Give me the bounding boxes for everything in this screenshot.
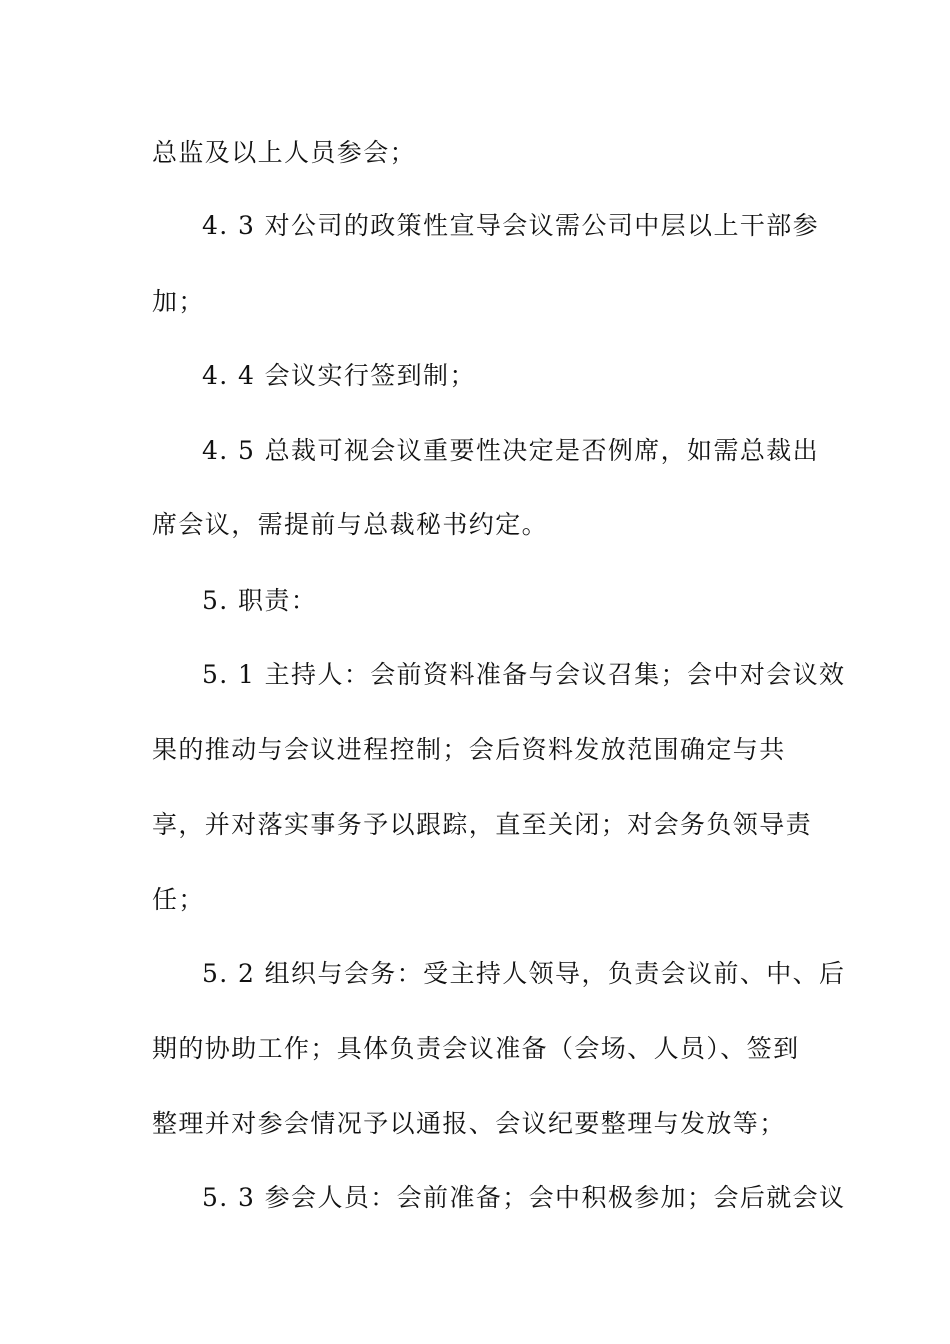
text-line: 期的协助工作；具体负责会议准备（会场、人员）、签到 <box>152 1034 800 1063</box>
text-line: 加； <box>152 287 205 316</box>
text-line: 席会议，需提前与总裁秘书约定。 <box>152 510 549 539</box>
text-line: 5. 2 组织与会务：受主持人领导，负责会议前、中、后 <box>202 959 846 988</box>
text-line: 4. 5 总裁可视会议重要性决定是否例席，如需总裁出 <box>202 436 820 465</box>
text-line: 果的推动与会议进程控制；会后资料发放范围确定与共 <box>152 735 786 764</box>
text-line: 任； <box>152 885 205 914</box>
text-line: 5. 3 参会人员：会前准备；会中积极参加；会后就会议 <box>202 1183 846 1212</box>
text-line: 总监及以上人员参会； <box>152 138 417 167</box>
text-line: 5. 职责： <box>202 586 318 615</box>
text-line: 4. 4 会议实行签到制； <box>202 361 476 390</box>
text-line: 整理并对参会情况予以通报、会议纪要整理与发放等； <box>152 1109 786 1138</box>
text-line: 享，并对落实事务予以跟踪，直至关闭；对会务负领导责 <box>152 810 813 839</box>
text-line: 4. 3 对公司的政策性宣导会议需公司中层以上干部参 <box>202 211 820 240</box>
text-line: 5. 1 主持人：会前资料准备与会议召集；会中对会议效 <box>202 660 846 689</box>
